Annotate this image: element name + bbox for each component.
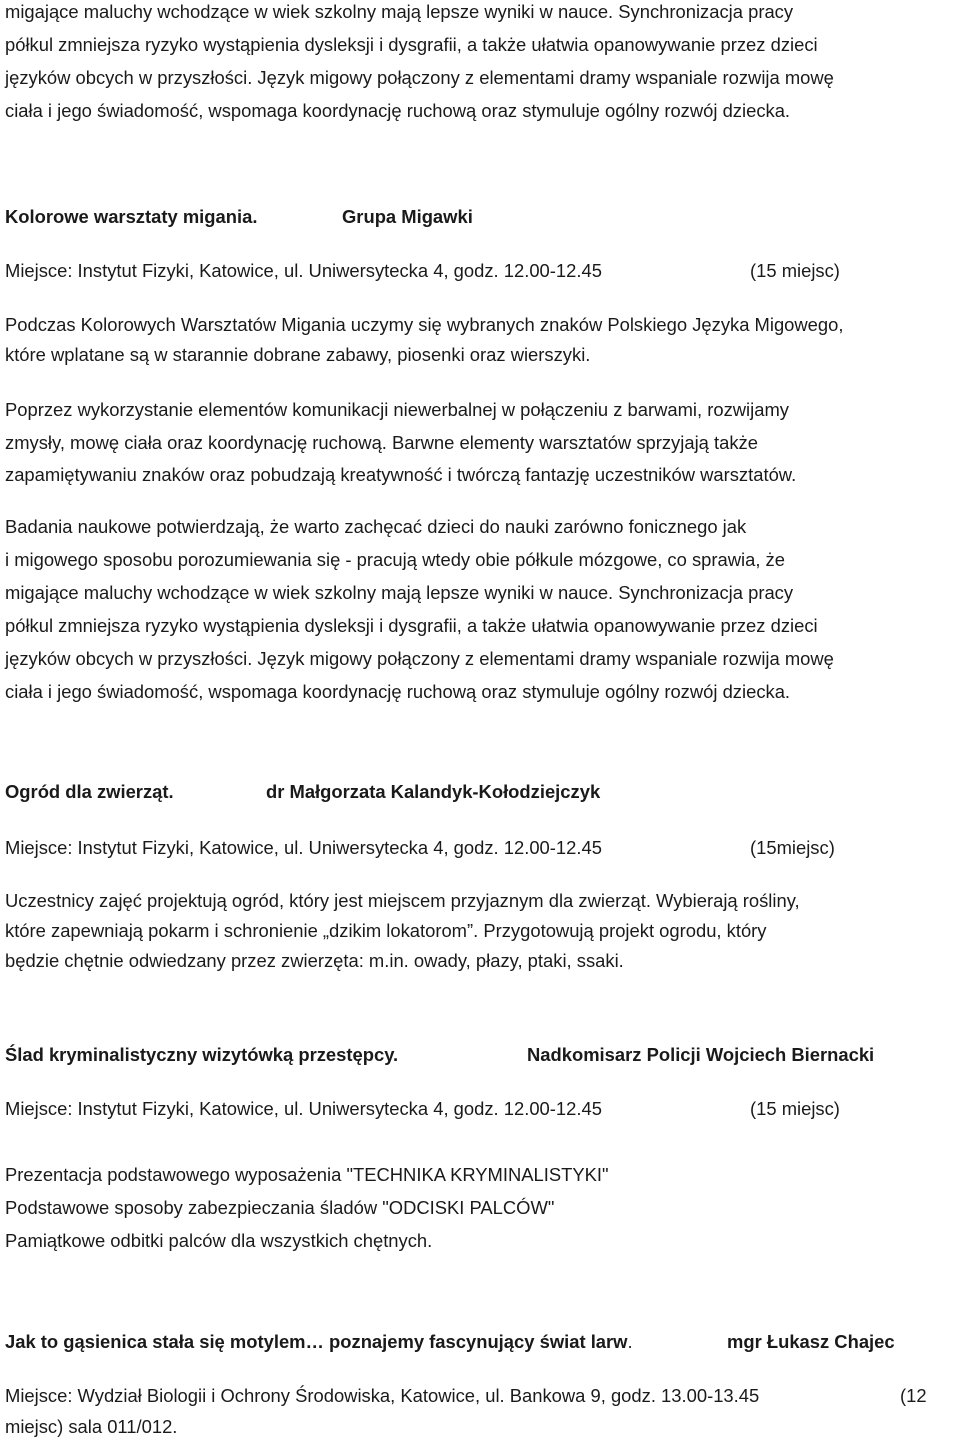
workshop-title: Ogród dla zwierząt. xyxy=(5,781,174,802)
paragraph-line: i migowego sposobu porozumiewania się - pracują wtedy obie półkule mózgowe, co sprawia, że xyxy=(5,549,785,570)
workshop-seats: (15miejsc) xyxy=(750,837,835,858)
workshop-seats: (15 miejsc) xyxy=(750,260,840,281)
workshop-seats: (12 xyxy=(900,1385,927,1406)
paragraph-line: Badania naukowe potwierdzają, że warto zachęcać dzieci do nauki zarówno fonicznego jak xyxy=(5,516,747,537)
paragraph-line: języków obcych w przyszłości. Język migowy połączony z elementami dramy wspaniale rozwija mowę xyxy=(5,648,834,669)
intro-line: ciała i jego świadomość, wspomaga koordynację ruchową oraz stymuluje ogólny rozwój dziecka. xyxy=(5,100,791,121)
paragraph-line: półkul zmniejsza ryzyko wystąpienia dysleksji i dysgrafii, a także ułatwia opanowywanie przez dzieci xyxy=(5,615,818,636)
paragraph-line: które wplatane są w starannie dobrane zabawy, piosenki oraz wierszyki. xyxy=(5,344,591,365)
workshop-title: Kolorowe warsztaty migania. xyxy=(5,206,258,227)
paragraph-line: Pamiątkowe odbitki palców dla wszystkich chętnych. xyxy=(5,1230,433,1251)
workshop-title: Ślad kryminalistyczny wizytówką przestępcy. xyxy=(5,1044,399,1065)
intro-line: języków obcych w przyszłości. Język migowy połączony z elementami dramy wspaniale rozwija mowę xyxy=(5,67,834,88)
workshop-title-row xyxy=(5,1330,633,1354)
workshop-title: Jak to gąsienica stała się motylem… poznajemy fascynujący świat larw xyxy=(5,1331,628,1352)
paragraph-line: Prezentacja podstawowego wyposażenia "TECHNIKA KRYMINALISTYKI" xyxy=(5,1164,609,1185)
workshop-seats: (15 miejsc) xyxy=(750,1098,840,1119)
workshop-leader: Grupa Migawki xyxy=(342,206,473,227)
intro-line: półkul zmniejsza ryzyko wystąpienia dysleksji i dysgrafii, a także ułatwia opanowywanie przez dzieci xyxy=(5,34,818,55)
workshop-leader: Nadkomisarz Policji Wojciech Biernacki xyxy=(527,1044,875,1065)
paragraph-line: ciała i jego świadomość, wspomaga koordynację ruchową oraz stymuluje ogólny rozwój dziecka. xyxy=(5,681,791,702)
paragraph-line: Podczas Kolorowych Warsztatów Migania uczymy się wybranych znaków Polskiego Języka Migowego, xyxy=(5,314,844,335)
workshop-leader: mgr Łukasz Chajec xyxy=(727,1331,895,1352)
paragraph-line: Uczestnicy zajęć projektują ogród, który jest miejscem przyjaznym dla zwierząt. Wybierają rośliny, xyxy=(5,890,800,911)
workshop-place-continued: miejsc) sala 011/012. xyxy=(5,1416,178,1437)
paragraph-line: zapamiętywaniu znaków oraz pobudzają kreatywność i twórczą fantazję uczestników warsztatów. xyxy=(5,464,797,485)
workshop-title-suffix: . xyxy=(627,1331,633,1352)
workshop-place: Miejsce: Instytut Fizyki, Katowice, ul. Uniwersytecka 4, godz. 12.00-12.45 xyxy=(5,260,602,281)
workshop-leader: dr Małgorzata Kalandyk-Kołodziejczyk xyxy=(266,781,601,802)
paragraph-line: będzie chętnie odwiedzany przez zwierzęta: m.in. owady, płazy, ptaki, ssaki. xyxy=(5,950,624,971)
paragraph-line: Poprzez wykorzystanie elementów komunikacji niewerbalnej w połączeniu z barwami, rozwijamy xyxy=(5,399,789,420)
workshop-place: Miejsce: Instytut Fizyki, Katowice, ul. Uniwersytecka 4, godz. 12.00-12.45 xyxy=(5,837,602,858)
workshop-place: Miejsce: Wydział Biologii i Ochrony Środowiska, Katowice, ul. Bankowa 9, godz. 13.00-13.45 xyxy=(5,1385,760,1406)
intro-line: migające maluchy wchodzące w wiek szkolny mają lepsze wyniki w nauce. Synchronizacja pracy xyxy=(5,1,794,22)
workshop-place: Miejsce: Instytut Fizyki, Katowice, ul. Uniwersytecka 4, godz. 12.00-12.45 xyxy=(5,1098,602,1119)
paragraph-line: zmysły, mowę ciała oraz koordynację ruchową. Barwne elementy warsztatów sprzyjają także xyxy=(5,432,758,453)
paragraph-line: Podstawowe sposoby zabezpieczania śladów "ODCISKI PALCÓW" xyxy=(5,1197,555,1218)
paragraph-line: migające maluchy wchodzące w wiek szkolny mają lepsze wyniki w nauce. Synchronizacja pracy xyxy=(5,582,794,603)
paragraph-line: które zapewniają pokarm i schronienie „dzikim lokatorom”. Przygotowują projekt ogrodu, który xyxy=(5,920,767,941)
